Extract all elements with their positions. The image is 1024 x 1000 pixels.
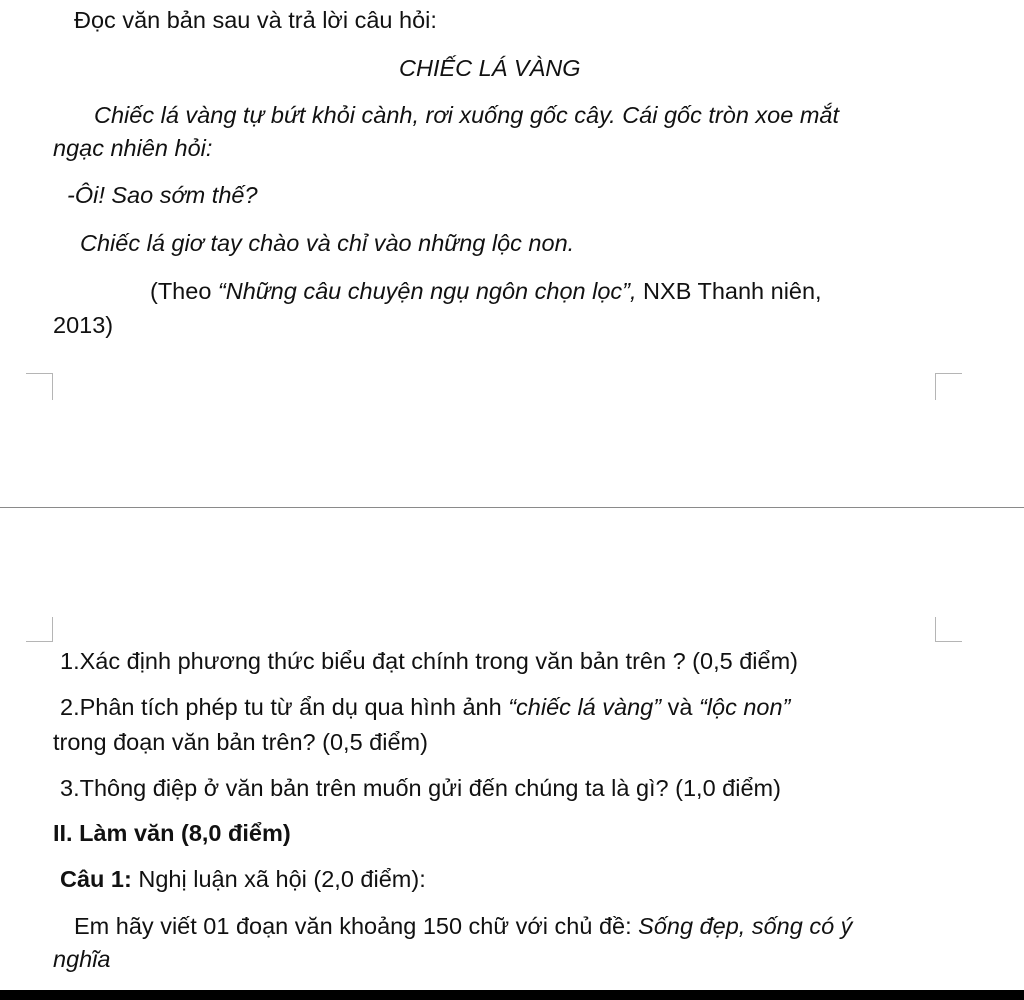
writing-task-line-1 xyxy=(74,911,852,941)
story-title: CHIẾC LÁ VÀNG xyxy=(399,55,581,81)
story-dialogue: -Ôi! Sao sớm thế? xyxy=(67,182,258,208)
margin-corner-top-left xyxy=(26,617,53,642)
cau-1-label: Câu 1: xyxy=(60,866,132,892)
margin-corner-bottom-left xyxy=(26,373,53,400)
question-3: 3.Thông điệp ở văn bản trên muốn gửi đến chúng ta là gì? (1,0 điểm) xyxy=(60,775,781,801)
writing-task-line-2: nghĩa xyxy=(53,946,111,972)
story-paragraph-1-line-2: ngạc nhiên hỏi: xyxy=(53,135,213,161)
story-paragraph-2: Chiếc lá giơ tay chào và chỉ vào những lộc non. xyxy=(80,230,575,256)
source-year: 2013) xyxy=(53,312,114,338)
story-paragraph-1-line-1: Chiếc lá vàng tự bứt khỏi cành, rơi xuống gốc cây. Cái gốc tròn xoe mắt xyxy=(94,102,840,128)
question-2-and: và xyxy=(661,694,699,720)
section-2-heading: II. Làm văn (8,0 điểm) xyxy=(53,820,291,846)
writing-task-topic: Sống đẹp, sống có ý xyxy=(638,913,853,939)
reading-instruction: Đọc văn bản sau và trả lời câu hỏi: xyxy=(74,7,437,33)
margin-corner-top-right xyxy=(935,617,962,642)
question-2-line-2: trong đoạn văn bản trên? (0,5 điểm) xyxy=(53,729,428,755)
question-2-line-1 xyxy=(60,692,790,722)
question-2-image-2: “lộc non” xyxy=(698,694,791,720)
page-divider xyxy=(0,507,1024,508)
screen-bottom-edge xyxy=(0,990,1024,1000)
margin-corner-bottom-right xyxy=(935,373,962,400)
question-2-image-1: “chiếc lá vàng” xyxy=(508,694,662,720)
source-publisher: NXB Thanh niên, xyxy=(636,278,822,304)
source-book-title: “Những câu chuyện ngụ ngôn chọn lọc”, xyxy=(217,278,637,304)
cau-1 xyxy=(60,864,426,894)
question-1: 1.Xác định phương thức biểu đạt chính trong văn bản trên ? (0,5 điểm) xyxy=(60,648,798,674)
cau-1-text: Nghị luận xã hội (2,0 điểm): xyxy=(131,866,426,892)
writing-task-prefix: Em hãy viết 01 đoạn văn khoảng 150 chữ với chủ đề: xyxy=(74,913,639,939)
question-2-prefix: 2.Phân tích phép tu từ ẩn dụ qua hình ảnh xyxy=(60,694,509,720)
source-prefix: (Theo xyxy=(150,278,218,304)
story-source xyxy=(150,276,822,306)
